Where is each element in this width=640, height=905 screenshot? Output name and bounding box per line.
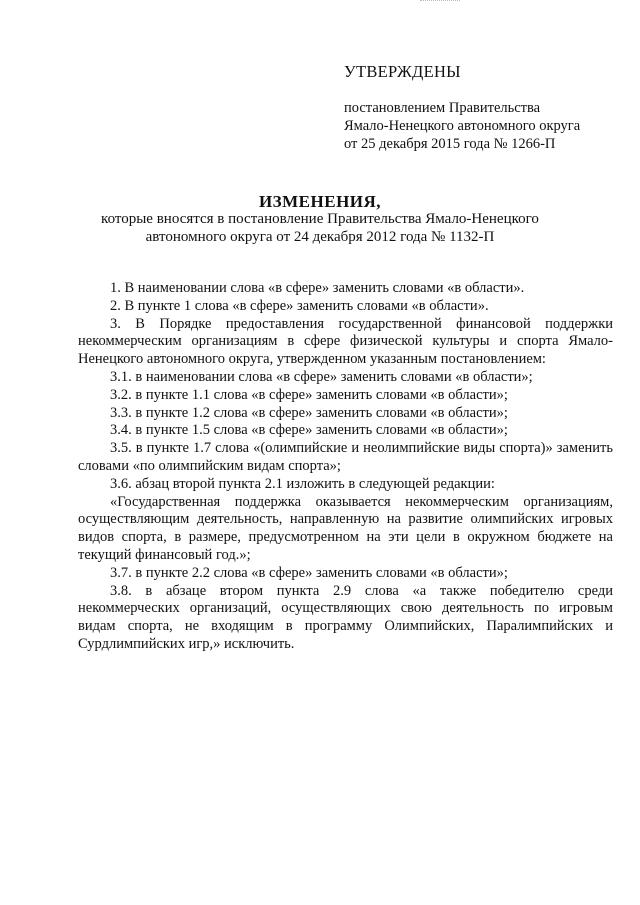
approval-line-2: Ямало-Ненецкого автономного округа (344, 118, 581, 134)
paragraph-3-3: 3.3. в пункте 1.2 слова «в сфере» заменить словами «в области»; (110, 404, 508, 421)
paragraph-3-6-quote: «Государственная поддержка оказывается некоммерческим организациям, осуществляющим деятельность, направленную на развитие олимпийских игровых видов спорта, в размере, предусмотренном на эти цели в окружном бюджете на текущий финансовый год.»; (78, 493, 613, 563)
paragraph-3-6: 3.6. абзац второй пункта 2.1 изложить в следующей редакции: (110, 475, 495, 492)
approval-block (344, 62, 614, 153)
paragraph-3-7: 3.7. в пункте 2.2 слова «в сфере» заменить словами «в области»; (110, 564, 508, 581)
paragraph-3: 3. В Порядке предоставления государственной финансовой поддержки некоммерческим организациям в сфере физической культуры и спорта Ямало-Ненецкого автономного округа, утвержденном указанным постановлением: (78, 315, 613, 368)
paragraph-2: 2. В пункте 1 слова «в сфере» заменить словами «в области». (110, 297, 489, 314)
document-subtitle-line-1: которые вносятся в постановление Правительства Ямало-Ненецкого (101, 211, 539, 227)
approval-line-1: постановлением Правительства (344, 100, 541, 116)
approval-heading: УТВЕРЖДЕНЫ (344, 62, 461, 81)
scan-artifact (420, 0, 460, 2)
approval-line-3: от 25 декабря 2015 года № 1266-П (344, 136, 556, 152)
paragraph-3-4: 3.4. в пункте 1.5 слова «в сфере» заменить словами «в области»; (110, 422, 508, 439)
document-title: ИЗМЕНЕНИЯ, (258, 192, 382, 211)
document-subtitle-line-2: автономного округа от 24 декабря 2012 года № 1132-П (145, 229, 495, 245)
paragraph-3-2: 3.2. в пункте 1.1 слова «в сфере» заменить словами «в области»; (110, 386, 508, 403)
paragraph-1: 1. В наименовании слова «в сфере» заменить словами «в области». (110, 280, 525, 296)
document-body (78, 280, 613, 654)
paragraph-3-5: 3.5. в пункте 1.7 слова «(олимпийские и неолимпийские виды спорта)» заменить словами «по олимпийским видам спорта»; (78, 440, 613, 474)
paragraph-3-1: 3.1. в наименовании слова «в сфере» заменить словами «в области»; (110, 368, 533, 385)
paragraph-3-8: 3.8. в абзаце втором пункта 2.9 слова «а также победителю среди некоммерческих организаций, осуществляющих свою деятельность по игровым видам спорта, не входящим в программу Олимпийских, Паралимпийских и Сурдлимпийских игр,» исключить. (78, 582, 613, 652)
